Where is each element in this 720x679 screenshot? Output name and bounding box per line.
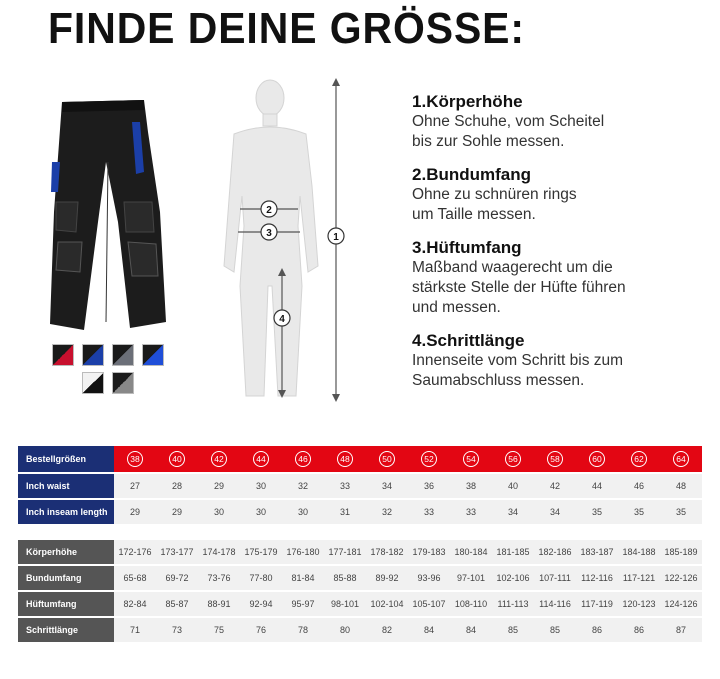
measurement-steps	[412, 92, 712, 404]
table-cell: 30	[240, 498, 282, 524]
table-cell: 183-187	[576, 538, 618, 564]
table-cell: 185-189	[660, 538, 702, 564]
table-cell: 29	[114, 498, 156, 524]
row-label: Inch inseam length	[18, 498, 114, 524]
table-cell: 84	[408, 616, 450, 642]
table-cell: 32	[366, 498, 408, 524]
step-description: Ohne zu schnüren rings um Taille messen.	[412, 186, 577, 223]
table-cell: 85-88	[324, 564, 366, 590]
table-cell: 33	[450, 498, 492, 524]
table-cell: 81-84	[282, 564, 324, 590]
table-cell: 29	[156, 498, 198, 524]
table-cell: 30	[240, 472, 282, 498]
step-description: Ohne Schuhe, vom Scheitel bis zur Sohle messen.	[412, 113, 605, 150]
size-badge: 52	[421, 451, 437, 467]
size-badge: 44	[253, 451, 269, 467]
table-cell: 178-182	[366, 538, 408, 564]
row-label: Inch waist	[18, 472, 114, 498]
size-header-row	[18, 446, 702, 472]
color-swatch[interactable]	[82, 372, 104, 394]
table-cell: 32	[282, 472, 324, 498]
table-cell: 31	[324, 498, 366, 524]
table-cell: 180-184	[450, 538, 492, 564]
table-cell: 89-92	[366, 564, 408, 590]
table-cell: 175-179	[240, 538, 282, 564]
human-body-silhouette	[212, 76, 352, 406]
table-cell: 36	[408, 472, 450, 498]
table-cell: 42	[534, 472, 576, 498]
table-cell: 73-76	[198, 564, 240, 590]
marker-1: 1	[333, 232, 339, 243]
table-cell: 177-181	[324, 538, 366, 564]
marker-4: 4	[279, 314, 285, 325]
table-row	[18, 564, 702, 590]
table-cell: 82	[366, 616, 408, 642]
table-cell: 92-94	[240, 590, 282, 616]
table-cell: 181-185	[492, 538, 534, 564]
table-cell: 114-116	[534, 590, 576, 616]
table-cell: 78	[282, 616, 324, 642]
table-cell: 182-186	[534, 538, 576, 564]
table-cell: 35	[660, 498, 702, 524]
table-cell: 120-123	[618, 590, 660, 616]
step-description: Innenseite vom Schritt bis zum Saumabschluss messen.	[412, 352, 624, 389]
table-cell: 28	[156, 472, 198, 498]
row-label: Bestellgrößen	[18, 446, 114, 472]
table-cell: 40	[492, 472, 534, 498]
table-cell: 117-119	[576, 590, 618, 616]
step-hip	[412, 238, 712, 318]
table-cell: 77-80	[240, 564, 282, 590]
size-badge: 38	[127, 451, 143, 467]
table-row	[18, 538, 702, 564]
table-cell: 69-72	[156, 564, 198, 590]
table-cell: 82-84	[114, 590, 156, 616]
size-badge: 56	[505, 451, 521, 467]
size-badge: 58	[547, 451, 563, 467]
table-cell: 30	[282, 498, 324, 524]
page-title: FINDE DEINE GRÖSSE:	[48, 4, 525, 53]
marker-2: 2	[266, 205, 272, 216]
table-cell: 33	[324, 472, 366, 498]
size-table	[18, 446, 702, 642]
step-inseam	[412, 331, 712, 391]
step-number: 3.	[412, 238, 427, 257]
table-cell: 33	[408, 498, 450, 524]
row-label: Körperhöhe	[18, 538, 114, 564]
table-cell: 29	[198, 472, 240, 498]
size-badge: 42	[211, 451, 227, 467]
color-swatch[interactable]	[112, 372, 134, 394]
row-label: Bundumfang	[18, 564, 114, 590]
table-cell: 27	[114, 472, 156, 498]
step-body-height	[412, 92, 712, 152]
table-cell: 34	[366, 472, 408, 498]
step-description: Maßband waagerecht um die stärkste Stelle der Hüfte führen und messen.	[412, 259, 626, 316]
table-cell: 112-116	[576, 564, 618, 590]
table-cell: 80	[324, 616, 366, 642]
size-badge: 40	[169, 451, 185, 467]
table-cell: 65-68	[114, 564, 156, 590]
size-badge: 60	[589, 451, 605, 467]
step-waist	[412, 165, 712, 225]
table-cell: 179-183	[408, 538, 450, 564]
table-cell: 35	[618, 498, 660, 524]
table-cell: 124-126	[660, 590, 702, 616]
table-cell: 102-104	[366, 590, 408, 616]
color-swatch[interactable]	[112, 344, 134, 366]
color-swatch[interactable]	[82, 344, 104, 366]
table-row	[18, 590, 702, 616]
color-swatch[interactable]	[52, 344, 74, 366]
table-cell: 87	[660, 616, 702, 642]
table-cell: 88-91	[198, 590, 240, 616]
table-cell: 176-180	[282, 538, 324, 564]
table-cell: 85-87	[156, 590, 198, 616]
size-badge: 54	[463, 451, 479, 467]
table-cell: 174-178	[198, 538, 240, 564]
table-cell: 108-110	[450, 590, 492, 616]
color-swatches	[52, 344, 172, 404]
table-cell: 172-176	[114, 538, 156, 564]
size-chart-table	[18, 446, 702, 642]
table-cell: 71	[114, 616, 156, 642]
row-label: Schrittlänge	[18, 616, 114, 642]
work-pants-image	[48, 92, 168, 332]
table-cell: 38	[450, 472, 492, 498]
size-badge: 48	[337, 451, 353, 467]
table-cell: 75	[198, 616, 240, 642]
step-title: Schrittlänge	[426, 331, 525, 350]
table-cell: 76	[240, 616, 282, 642]
row-label: Hüftumfang	[18, 590, 114, 616]
table-cell: 95-97	[282, 590, 324, 616]
table-cell: 105-107	[408, 590, 450, 616]
table-cell: 102-106	[492, 564, 534, 590]
table-cell: 173-177	[156, 538, 198, 564]
table-cell: 117-121	[618, 564, 660, 590]
table-cell: 107-111	[534, 564, 576, 590]
size-badge: 50	[379, 451, 395, 467]
table-cell: 30	[198, 498, 240, 524]
table-cell: 93-96	[408, 564, 450, 590]
table-cell: 85	[534, 616, 576, 642]
table-cell: 85	[492, 616, 534, 642]
step-title: Körperhöhe	[426, 92, 523, 111]
step-number: 2.	[412, 165, 427, 184]
table-cell: 48	[660, 472, 702, 498]
color-swatch[interactable]	[142, 344, 164, 366]
size-badge: 64	[673, 451, 689, 467]
table-row	[18, 472, 702, 498]
size-badge: 46	[295, 451, 311, 467]
table-cell: 86	[618, 616, 660, 642]
table-cell: 34	[492, 498, 534, 524]
table-cell: 84	[450, 616, 492, 642]
marker-3: 3	[266, 228, 272, 239]
table-cell: 111-113	[492, 590, 534, 616]
step-title: Bundumfang	[426, 165, 532, 184]
size-badge: 62	[631, 451, 647, 467]
table-cell: 86	[576, 616, 618, 642]
table-cell: 97-101	[450, 564, 492, 590]
step-number: 4.	[412, 331, 427, 350]
table-cell: 35	[576, 498, 618, 524]
table-cell: 46	[618, 472, 660, 498]
table-cell: 34	[534, 498, 576, 524]
table-row	[18, 498, 702, 524]
table-cell: 44	[576, 472, 618, 498]
table-cell: 73	[156, 616, 198, 642]
table-row	[18, 616, 702, 642]
step-number: 1.	[412, 92, 427, 111]
table-cell: 98-101	[324, 590, 366, 616]
step-title: Hüftumfang	[426, 238, 522, 257]
table-cell: 184-188	[618, 538, 660, 564]
table-cell: 122-126	[660, 564, 702, 590]
